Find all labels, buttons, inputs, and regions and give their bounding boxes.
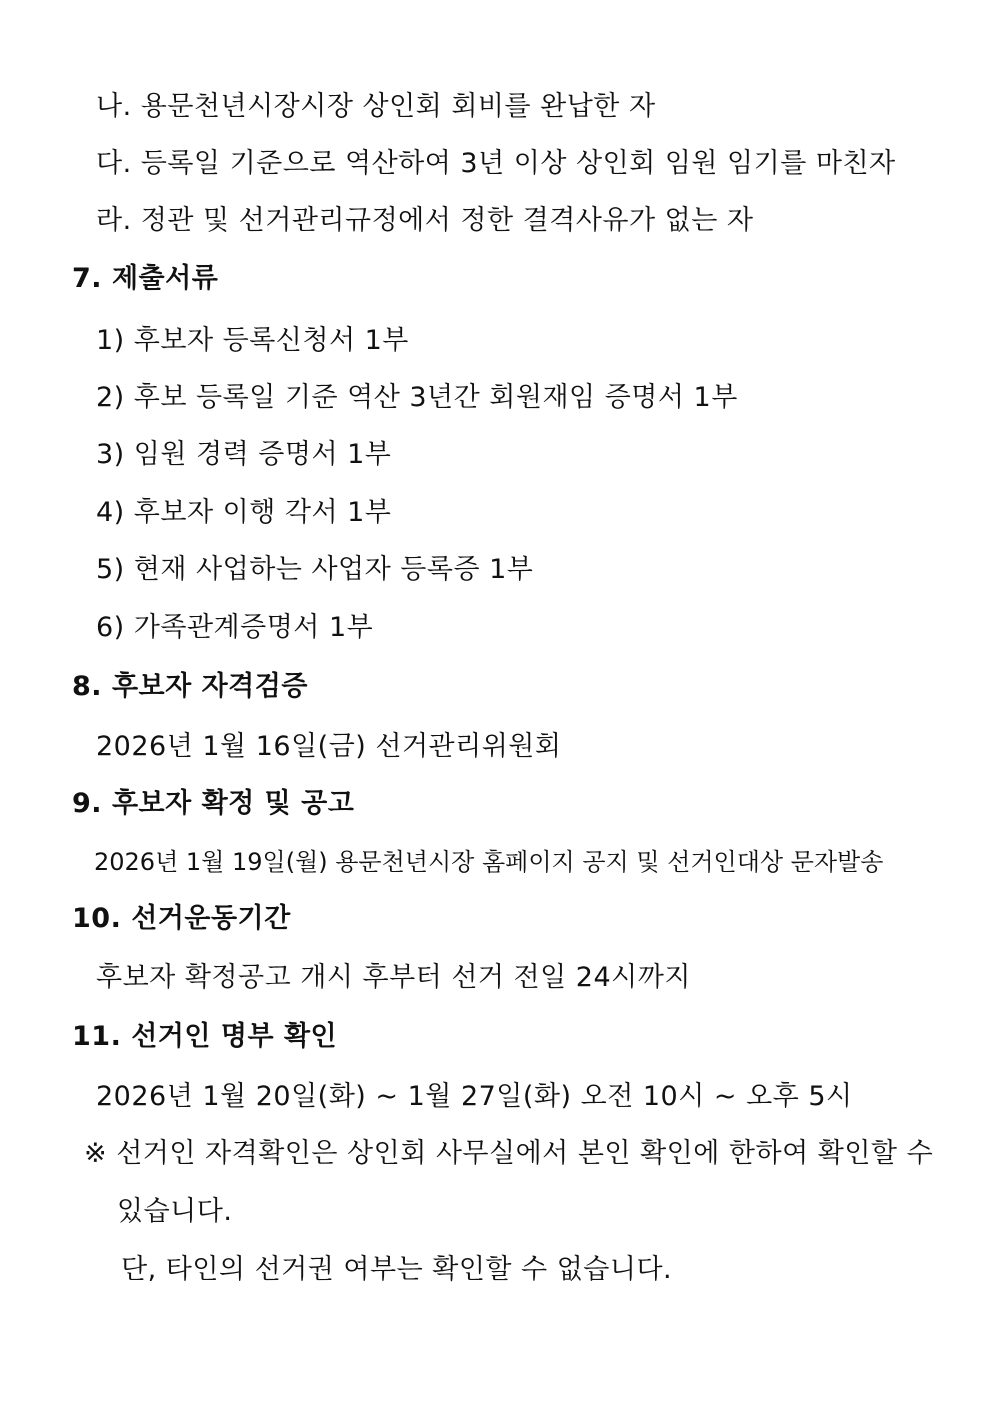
- eligibility-item-da: 다. 등록일 기준으로 역산하여 3년 이상 상인회 임원 임기를 마친자: [96, 148, 896, 179]
- eligibility-item-na: 나. 용문천년시장시장 상인회 회비를 완납한 자: [96, 91, 656, 122]
- section-7-heading: 7. 제출서류: [72, 263, 219, 294]
- note-line-2: 있습니다.: [117, 1196, 233, 1227]
- section-10-heading: 10. 선거운동기간: [72, 903, 291, 934]
- document-item-1: 1) 후보자 등록신청서 1부: [96, 325, 409, 356]
- section-11-heading: 11. 선거인 명부 확인: [72, 1021, 338, 1052]
- eligibility-item-ra: 라. 정관 및 선거관리규정에서 정한 결격사유가 없는 자: [96, 205, 754, 236]
- document-item-4: 4) 후보자 이행 각서 1부: [96, 497, 392, 528]
- section-8-text: 2026년 1월 16일(금) 선거관리위원회: [96, 731, 562, 762]
- document-item-6: 6) 가족관계증명서 1부: [96, 612, 374, 643]
- note-line-1: ※ 선거인 자격확인은 상인회 사무실에서 본인 확인에 한하여 확인할 수: [84, 1138, 934, 1169]
- section-9-heading: 9. 후보자 확정 및 공고: [72, 788, 355, 819]
- document-item-2: 2) 후보 등록일 기준 역산 3년간 회원재임 증명서 1부: [96, 382, 738, 413]
- section-8-heading: 8. 후보자 자격검증: [72, 671, 308, 702]
- document-item-3: 3) 임원 경력 증명서 1부: [96, 439, 392, 470]
- document-item-5: 5) 현재 사업하는 사업자 등록증 1부: [96, 554, 534, 585]
- section-9-text: 2026년 1월 19일(월) 용문천년시장 홈페이지 공지 및 선거인대상 문자발송: [94, 848, 884, 876]
- note-line-3: 단, 타인의 선거권 여부는 확인할 수 없습니다.: [121, 1254, 673, 1285]
- section-11-text: 2026년 1월 20일(화) ~ 1월 27일(화) 오전 10시 ~ 오후 5시: [96, 1081, 853, 1112]
- section-10-text: 후보자 확정공고 개시 후부터 선거 전일 24시까지: [96, 962, 691, 993]
